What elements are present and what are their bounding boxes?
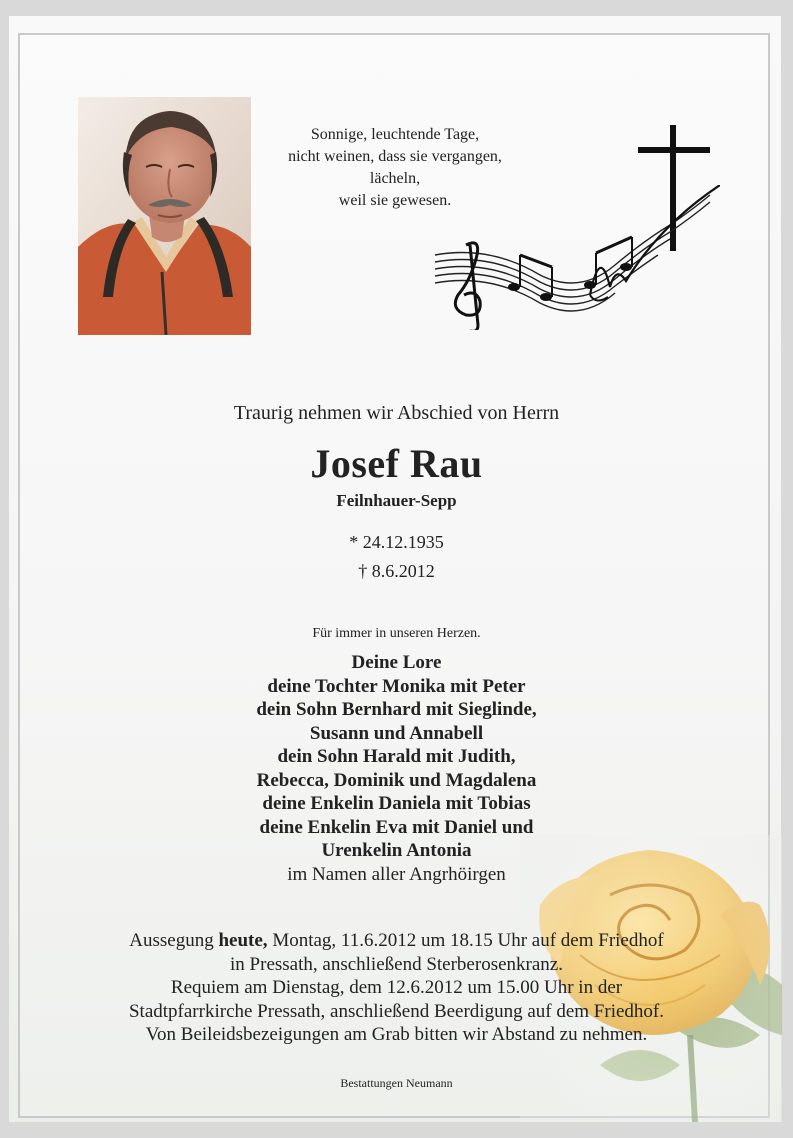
notice-line: Requiem am Dienstag, dem 12.6.2012 um 15.00 Uhr in der [170, 977, 623, 998]
service-notice [0, 929, 793, 1047]
deceased-name: Josef Rau [310, 441, 483, 486]
family-closing: im Namen aller Angrhöirgen [287, 863, 506, 885]
notice-line1-bold: heute, [218, 930, 268, 951]
nickname: Feilnhauer-Sepp [336, 491, 457, 510]
portrait-photo [78, 97, 251, 335]
notice-line: Stadtpfarrkirche Pressath, anschließend Beerdigung auf dem Friedhof. [128, 1000, 664, 1022]
poem-line: lächeln, [369, 170, 421, 187]
funeral-home: Bestattungen Neumann [340, 1076, 453, 1090]
notice-line [0, 929, 793, 953]
family-line: dein Sohn Harald mit Judith, [277, 746, 516, 767]
death-date: † 8.6.2012 [358, 561, 435, 581]
poem-line: nicht weinen, dass sie vergangen, [288, 148, 502, 165]
family-line: Susann und Annabell [309, 722, 484, 744]
family-line: deine Enkelin Daniela mit Tobias [262, 793, 531, 814]
notice-line1-prefix: Aussegung [129, 930, 219, 951]
family-line: Urenkelin Antonia [321, 840, 472, 861]
intro-text: Traurig nehmen wir Abschied von Herrn [233, 402, 560, 424]
motto: Für immer in unseren Herzen. [312, 626, 481, 641]
family-line: deine Enkelin Eva mit Daniel und [259, 816, 534, 838]
birth-date: * 24.12.1935 [349, 532, 444, 552]
family-line: Rebecca, Dominik und Magdalena [256, 769, 537, 791]
family-line: deine Tochter Monika mit Peter [267, 675, 526, 697]
poem-line: weil sie gewesen. [338, 192, 452, 209]
family-line: dein Sohn Bernhard mit Sieglinde, [256, 699, 537, 720]
poem-line: Sonnige, leuchtende Tage, [310, 126, 480, 143]
notice-line1-suffix: Montag, 11.6.2012 um 18.15 Uhr auf dem Friedhof [267, 930, 664, 951]
music-notes-icon [430, 185, 720, 330]
notice-line: in Pressath, anschließend Sterberosenkranz. [230, 953, 563, 975]
notice-line: Von Beileidsbezeigungen am Grab bitten wir Abstand zu nehmen. [145, 1024, 648, 1045]
family-line: Deine Lore [351, 652, 442, 673]
